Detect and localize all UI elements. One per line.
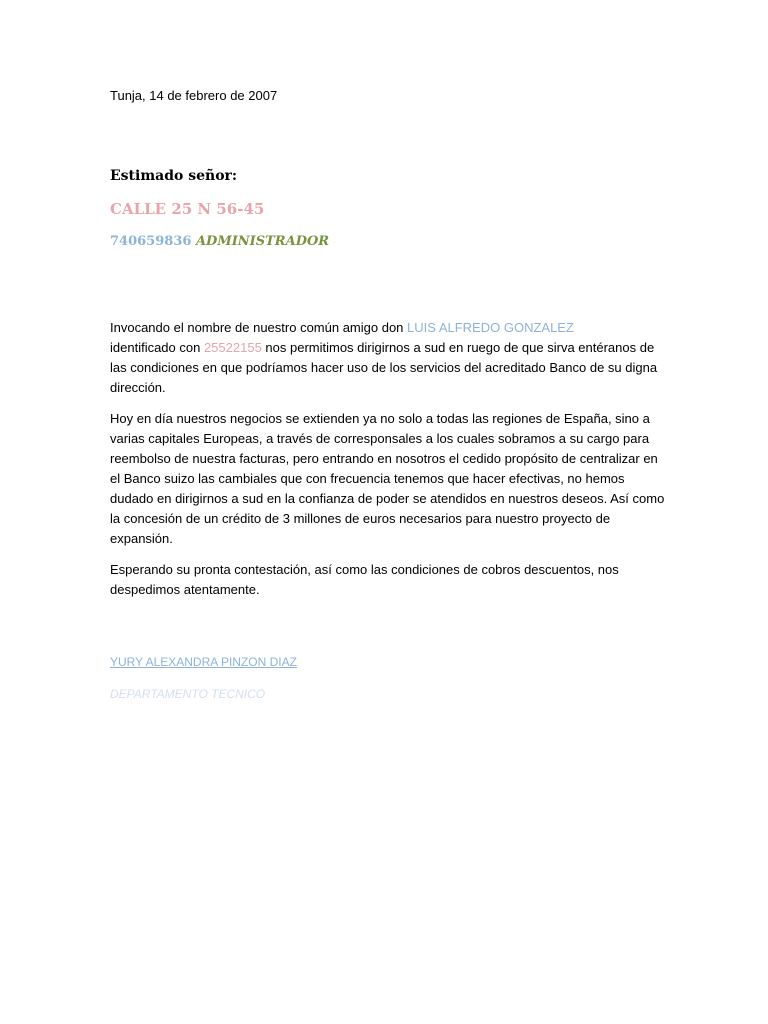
paragraph-2: Hoy en día nuestros negocios se extienden ya no solo a todas las regiones de España, sino a varias capitales Europeas, a través de corresponsales a los cuales sobramos a su cargo para reembolso de nuestra facturas, pero entrando en nosotros el cedido propósito de centralizar en el Banco suizo las cambiales que con frecuencia tenemos que hacer efectivas, no hemos dudado en dirigirnos a sud en la confianza de poder se atendidos en nuestros deseos. Así como la concesión de un crédito de 3 millones de euros necesarios para nuestro proyecto de expansión. [110,411,665,546]
letter-body [110,318,670,611]
phone-number: 740659836 [110,234,192,249]
paragraph-3: Esperando su pronta contestación, así como las condiciones de cobros descuentos, nos despedimos atentamente. [110,562,619,597]
department-name: DEPARTAMENTO TECNICO [110,687,266,701]
p1-rest: nos permitimos dirigirnos a sud en ruego de que sirva entéranos de las condiciones en que podríamos hacer uso de los servicios del acreditado Banco de su digna dirección. [110,340,658,395]
salutation: Estimado señor: [110,168,238,184]
paragraph-1 [110,318,670,398]
role-title: ADMINISTRADOR [195,234,330,249]
signature-name: YURY ALEXANDRA PINZON DIAZ [110,655,297,669]
letter-date: Tunja, 14 de febrero de 2007 [110,88,278,103]
address-line: CALLE 25 N 56-45 [110,200,265,218]
p1-id-text: identificado con [110,340,204,355]
p1-intro: Invocando el nombre de nuestro común amigo don [110,320,408,335]
friend-name: LUIS ALFREDO GONZALEZ [407,320,574,335]
phone-role-line [110,234,329,249]
id-number: 25522155 [203,340,262,355]
